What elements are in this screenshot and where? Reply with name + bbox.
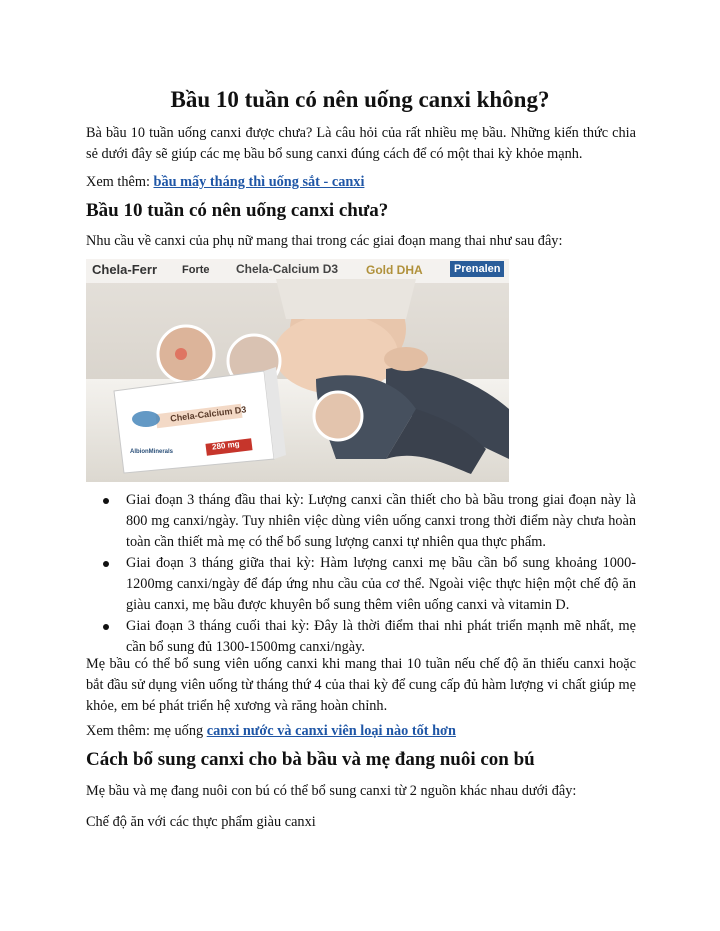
see-more-link-iron-calcium[interactable]: bầu mấy tháng thì uống sắt - canxi xyxy=(153,174,365,190)
list-item-text: Giai đoạn 3 tháng giữa thai kỳ: Hàm lượng canxi mẹ bầu cần bổ sung khoảng 1000-1200mg canxi/ngày để đáp ứng nhu cầu của cơ thể. Ngoài việc thực hiện một chế độ ăn giàu canxi, mẹ bầu được khuyên bổ sung thêm viên uống canxi và vitamin D. xyxy=(126,555,636,613)
sources-intro: Mẹ bầu và mẹ đang nuôi con bú có thể bổ sung canxi từ 2 nguồn khác nhau dưới đây: xyxy=(86,783,577,799)
see-more-link-liquid-vs-tablet[interactable]: canxi nước và canxi viên loại nào tốt hơn xyxy=(206,723,456,739)
see-more-prefix: Xem thêm: xyxy=(86,174,154,190)
see-more-line-2 xyxy=(86,721,636,742)
bullet-icon xyxy=(103,561,109,567)
brand-chela-calcium: Chela-Calcium D3 xyxy=(236,262,339,276)
box-dose-badge: 280 mg xyxy=(211,439,241,452)
diet-line: Chế độ ăn với các thực phẩm giàu canxi xyxy=(86,814,316,830)
needs-intro: Nhu cầu về canxi của phụ nữ mang thai trong các giai đoạn mang thai như sau đây: xyxy=(86,233,563,249)
see-more-line-1 xyxy=(86,172,636,193)
see-more-prefix: Xem thêm: mẹ uống xyxy=(86,723,207,739)
section-heading-1: Bầu 10 tuần có nên uống canxi chưa? xyxy=(86,200,389,221)
box-product-label: Chela-Calcium D3 xyxy=(169,404,247,424)
brand-chela-ferr: Chela-Ferr xyxy=(92,262,158,277)
list-item-text: Giai đoạn 3 tháng đầu thai kỳ: Lượng canxi cần thiết cho bà bầu trong giai đoạn này là 800 mg canxi/ngày. Tuy nhiên việc dùng viên uống canxi trong thời điểm này chưa hoàn toàn cần thiết mà mẹ có thể bổ sung lượng canxi tự nhiên qua thực phẩm. xyxy=(126,492,636,550)
list-item xyxy=(86,616,636,658)
section-heading-2: Cách bổ sung canxi cho bà bầu và mẹ đang nuôi con bú xyxy=(86,749,535,770)
intro-paragraph: Bà bầu 10 tuần uống canxi được chưa? Là câu hỏi của rất nhiều mẹ bầu. Những kiến thức chia sẻ dưới đây sẽ giúp các mẹ bầu bổ sung canxi đúng cách để có một thai kỳ khỏe mạnh. xyxy=(86,125,636,162)
bullet-icon xyxy=(103,498,109,504)
brand-prenalen: Prenalen xyxy=(450,261,504,277)
supplement-paragraph: Mẹ bầu có thể bổ sung viên uống canxi khi mang thai 10 tuần nếu chế độ ăn thiếu canxi hoặc bắt đầu sử dụng viên uống từ tháng thứ 4 của thai kỳ để cung cấp đủ hàm lượng vi chất giúp mẹ khỏe, em bé phát triển hệ xương và răng hoàn chỉnh. xyxy=(86,656,636,714)
list-item xyxy=(86,553,636,616)
page-title: Bầu 10 tuần có nên uống canxi không? xyxy=(170,87,550,112)
pregnant-woman-calcium-image xyxy=(86,259,509,482)
list-item xyxy=(86,490,636,553)
box-maker-logo: AlbionMinerals xyxy=(130,449,174,455)
list-item-text: Giai đoạn 3 tháng cuối thai kỳ: Đây là thời điểm thai nhi phát triển mạnh mẽ nhất, mẹ cần bổ sung đủ 1300-1500mg canxi/ngày. xyxy=(126,618,636,655)
brand-gold-dha: Gold DHA xyxy=(366,263,423,277)
brand-forte: Forte xyxy=(182,264,210,276)
calcium-stage-list xyxy=(86,490,636,658)
bullet-icon xyxy=(103,624,109,630)
